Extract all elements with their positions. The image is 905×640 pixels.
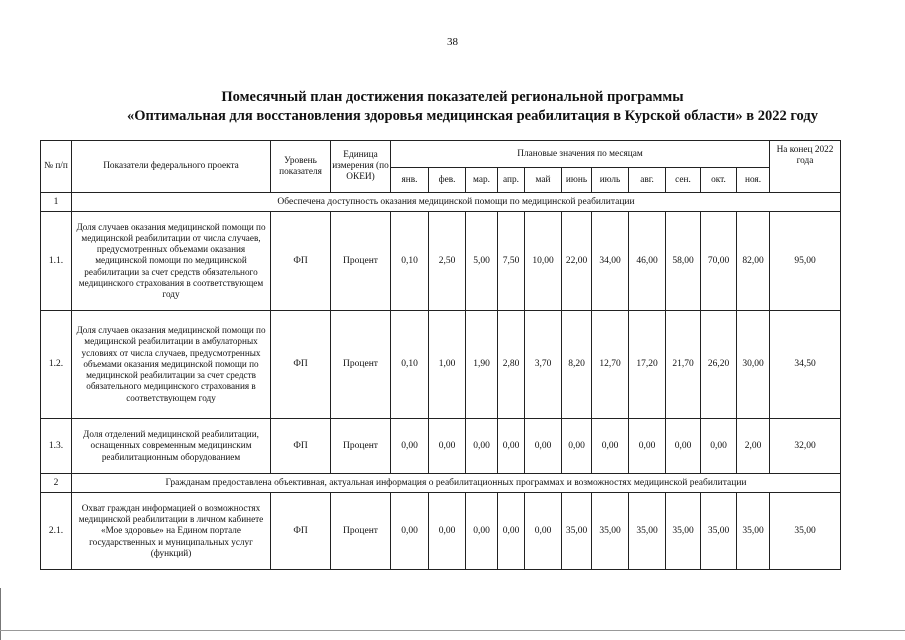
month-value: 1,90 xyxy=(466,311,498,419)
table-row xyxy=(41,212,841,311)
month-value: 0,00 xyxy=(701,419,737,474)
month-value: 82,00 xyxy=(737,212,770,311)
month-header: фев. xyxy=(429,168,466,193)
scan-edge-bottom xyxy=(0,630,905,631)
header-num: № п/п xyxy=(41,141,72,193)
month-header: окт. xyxy=(701,168,737,193)
month-value: 35,00 xyxy=(592,493,629,570)
indicator-unit: Процент xyxy=(331,311,391,419)
month-value: 0,00 xyxy=(629,419,666,474)
month-value: 0,00 xyxy=(466,419,498,474)
document-title xyxy=(0,88,905,126)
title-line-2: «Оптимальная для восстановления здоровья медицинская реабилитация в Курской области» в 2022 году xyxy=(127,108,818,124)
month-value: 34,00 xyxy=(592,212,629,311)
month-value: 22,00 xyxy=(562,212,592,311)
month-value: 0,00 xyxy=(429,419,466,474)
section-row xyxy=(41,474,841,493)
page-number: 38 xyxy=(447,36,458,48)
title-line-1: Помесячный план достижения показателей региональной программы xyxy=(221,89,684,105)
month-value: 0,00 xyxy=(562,419,592,474)
row-number: 1.2. xyxy=(41,311,72,419)
indicator-unit: Процент xyxy=(331,212,391,311)
month-value: 3,70 xyxy=(525,311,562,419)
month-value: 70,00 xyxy=(701,212,737,311)
month-value: 2,00 xyxy=(737,419,770,474)
section-title: Обеспечена доступность оказания медицинской помощи по медицинской реабилитации xyxy=(72,193,841,212)
month-value: 0,00 xyxy=(466,493,498,570)
header-planned-values: Плановые значения по месяцам xyxy=(391,141,770,168)
row-number: 2.1. xyxy=(41,493,72,570)
month-value: 0,00 xyxy=(429,493,466,570)
month-header: май xyxy=(525,168,562,193)
month-value: 35,00 xyxy=(737,493,770,570)
month-header: сен. xyxy=(666,168,701,193)
year-end-value: 32,00 xyxy=(770,419,841,474)
month-header: авг. xyxy=(629,168,666,193)
month-value: 35,00 xyxy=(666,493,701,570)
month-value: 1,00 xyxy=(429,311,466,419)
header-year-end: На конец 2022 года xyxy=(770,141,841,193)
month-value: 0,10 xyxy=(391,311,429,419)
year-end-value: 34,50 xyxy=(770,311,841,419)
indicator-name: Доля отделений медицинской реабилитации, оснащенных современным медицинским реабилитационным оборудованием xyxy=(72,419,271,474)
month-value: 7,50 xyxy=(498,212,525,311)
plan-table xyxy=(40,140,841,570)
month-value: 2,50 xyxy=(429,212,466,311)
month-value: 21,70 xyxy=(666,311,701,419)
indicator-unit: Процент xyxy=(331,419,391,474)
month-header: ноя. xyxy=(737,168,770,193)
year-end-value: 35,00 xyxy=(770,493,841,570)
month-header: июль xyxy=(592,168,629,193)
row-number: 1.1. xyxy=(41,212,72,311)
month-value: 8,20 xyxy=(562,311,592,419)
month-header: мар. xyxy=(466,168,498,193)
header-unit: Единица измерения (по ОКЕИ) xyxy=(331,141,391,193)
indicator-level: ФП xyxy=(271,419,331,474)
table-row xyxy=(41,419,841,474)
month-value: 30,00 xyxy=(737,311,770,419)
month-value: 0,00 xyxy=(391,493,429,570)
month-value: 35,00 xyxy=(562,493,592,570)
section-number: 1 xyxy=(41,193,72,212)
month-header: янв. xyxy=(391,168,429,193)
month-value: 0,00 xyxy=(525,419,562,474)
header-level: Уровень показателя xyxy=(271,141,331,193)
month-value: 2,80 xyxy=(498,311,525,419)
month-value: 5,00 xyxy=(466,212,498,311)
month-value: 58,00 xyxy=(666,212,701,311)
month-value: 0,10 xyxy=(391,212,429,311)
year-end-value: 95,00 xyxy=(770,212,841,311)
month-value: 0,00 xyxy=(391,419,429,474)
table-row xyxy=(41,311,841,419)
month-value: 46,00 xyxy=(629,212,666,311)
month-value: 0,00 xyxy=(525,493,562,570)
indicator-unit: Процент xyxy=(331,493,391,570)
month-value: 35,00 xyxy=(629,493,666,570)
indicator-name: Доля случаев оказания медицинской помощи по медицинской реабилитации от числа случаев, предусмотренных объемами оказания медицинской помощи по медицинской реабилитации за счет средств обязательного медицинского страхования в соответствующем году xyxy=(72,212,271,311)
scan-edge-left xyxy=(0,588,1,640)
month-value: 10,00 xyxy=(525,212,562,311)
month-value: 0,00 xyxy=(498,419,525,474)
month-value: 26,20 xyxy=(701,311,737,419)
month-value: 12,70 xyxy=(592,311,629,419)
row-number: 1.3. xyxy=(41,419,72,474)
indicator-level: ФП xyxy=(271,493,331,570)
month-header: июнь xyxy=(562,168,592,193)
month-value: 35,00 xyxy=(701,493,737,570)
indicator-level: ФП xyxy=(271,212,331,311)
indicator-name: Доля случаев оказания медицинской помощи по медицинской реабилитации в амбулаторных условиях от числа случаев, предусмотренных объемами оказания медицинской помощи по медицинской реабилитации за счет средств обязательного медицинского страхования в соответствующем году xyxy=(72,311,271,419)
indicator-level: ФП xyxy=(271,311,331,419)
month-value: 17,20 xyxy=(629,311,666,419)
section-number: 2 xyxy=(41,474,72,493)
month-value: 0,00 xyxy=(592,419,629,474)
header-indicator: Показатели федерального проекта xyxy=(72,141,271,193)
table-row xyxy=(41,493,841,570)
indicator-name: Охват граждан информацией о возможностях медицинской реабилитации в личном кабинете «Мое здоровье» на Едином портале государственных и муниципальных услуг (функций) xyxy=(72,493,271,570)
section-title: Гражданам предоставлена объективная, актуальная информация о реабилитационных программах и возможностях медицинской реабилитации xyxy=(72,474,841,493)
month-header: апр. xyxy=(498,168,525,193)
month-value: 0,00 xyxy=(498,493,525,570)
section-row xyxy=(41,193,841,212)
month-value: 0,00 xyxy=(666,419,701,474)
